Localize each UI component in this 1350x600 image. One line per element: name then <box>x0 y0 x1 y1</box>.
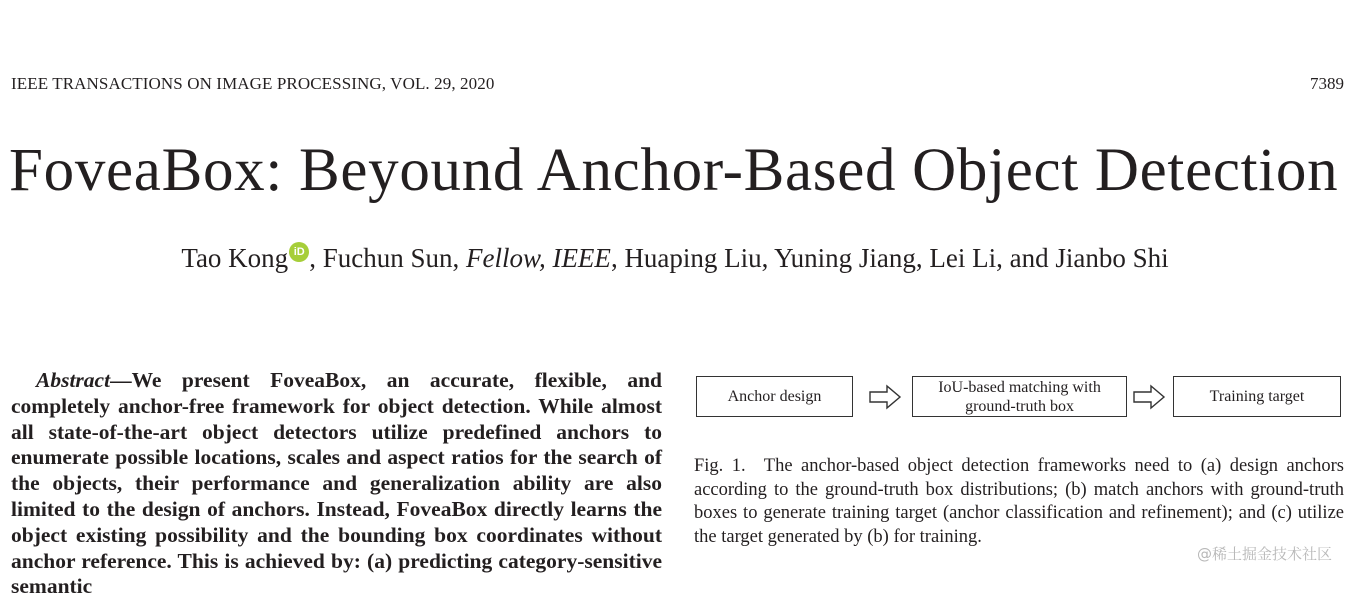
arrow-right-icon <box>869 385 901 409</box>
orcid-icon[interactable]: iD <box>289 242 309 262</box>
arrow-right-icon <box>1133 385 1165 409</box>
abstract <box>11 368 662 599</box>
caption-text: The anchor-based object detection frameworks need to (a) design anchors according to the ground-truth box distributions; (b) match anchors with ground-truth boxes to generate training target (anchor classification and refinement); and (c) utilize the target generated by (b) for training. <box>694 456 1345 547</box>
anchor-design-box: Anchor design <box>696 376 853 417</box>
iou-matching-box <box>912 376 1127 417</box>
abstract-text: We present FoveaBox, an accurate, flexible, and completely anchor-free framework for object detection. While almost all state-of-the-art object detectors utilize predefined anchors to enumerate possible locations, scales and aspect ratios for the search of the objects, their performance and generalization ability are also limited to the design of anchors. Instead, FoveaBox directly learns the object existing possibility and the bounding box coordinates without anchor reference. This is achieved by: (a) predicting category-sensitive semantic <box>11 368 662 599</box>
author-list-part: , Fuchun Sun, <box>309 243 466 273</box>
iou-box-line1: IoU-based matching with <box>938 378 1101 396</box>
author-first: Tao Kong <box>181 243 289 273</box>
paper-title: FoveaBox: Beyound Anchor-Based Object Detection <box>9 137 1339 204</box>
page-number: 7389 <box>1310 74 1344 93</box>
author-list-rest: , Huaping Liu, Yuning Jiang, Lei Li, and Jianbo Shi <box>610 243 1169 273</box>
iou-box-line2: ground-truth box <box>965 397 1074 415</box>
figure-1-diagram <box>696 376 1342 419</box>
abstract-label: Abstract <box>36 368 111 392</box>
author-line <box>0 242 1350 274</box>
journal-header: IEEE TRANSACTIONS ON IMAGE PROCESSING, VOL. 29, 2020 <box>11 74 495 93</box>
abstract-dash: — <box>110 368 132 392</box>
watermark: @稀土掘金技术社区 <box>1196 545 1332 563</box>
caption-label: Fig. 1. <box>694 456 746 476</box>
figure-caption <box>694 455 1344 549</box>
author-fellow: Fellow, IEEE <box>465 243 611 273</box>
training-target-box: Training target <box>1173 376 1341 417</box>
